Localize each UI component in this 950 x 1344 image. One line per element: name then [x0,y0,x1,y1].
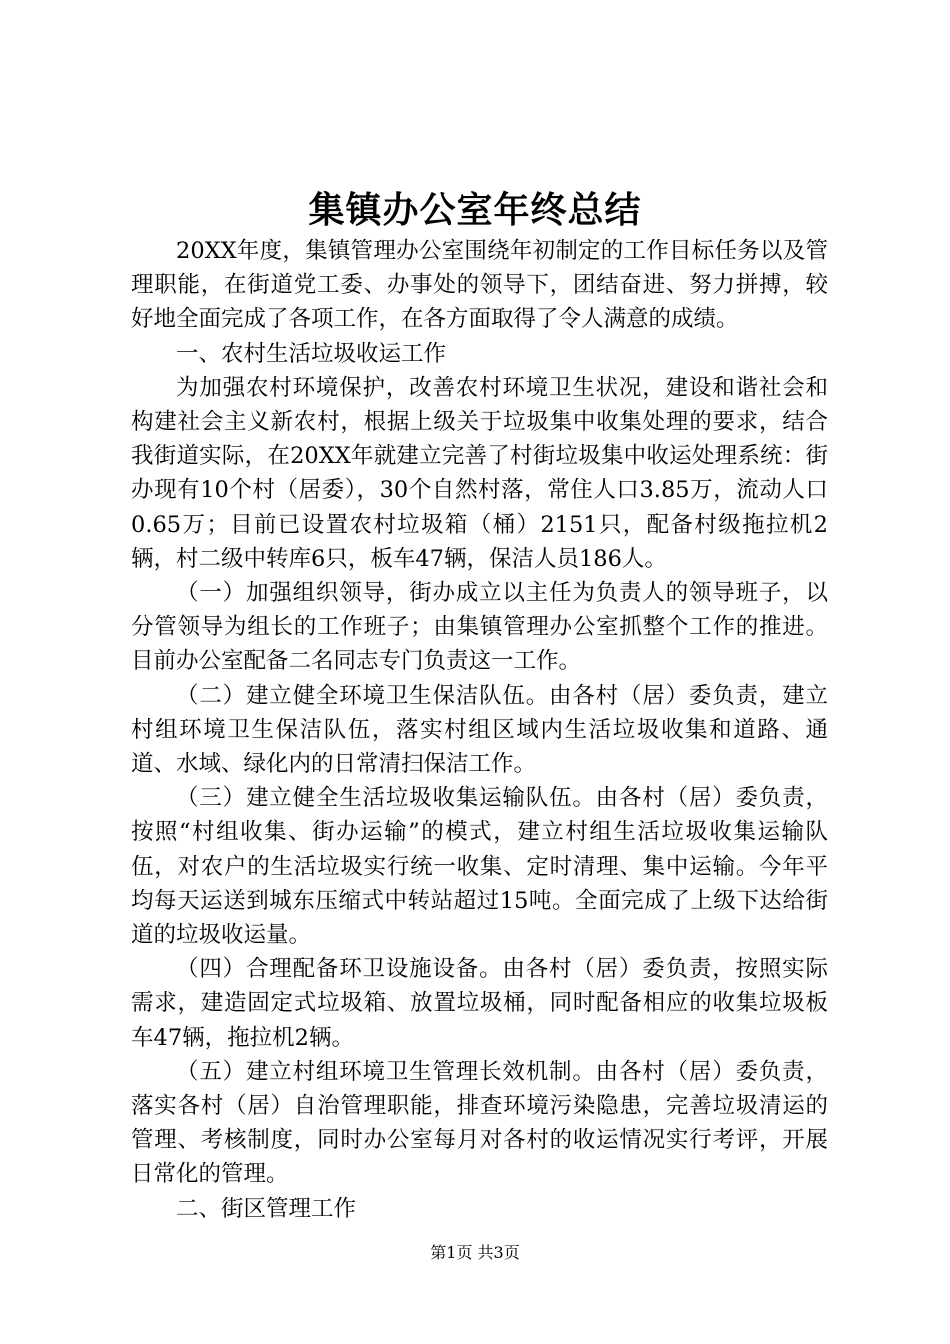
paragraph-item-4: （四）合理配备环卫设施设备。由各村（居）委负责，按照实际需求，建造固定式垃圾箱、放置垃圾桶，同时配备相应的收集垃圾板车47辆，拖拉机2辆。 [131,956,828,1051]
paragraph-rural-waste: 为加强农村环境保护，改善农村环境卫生状况，建设和谐社会和构建社会主义新农村，根据上级关于垃圾集中收集处理的要求，结合我街道实际，在20XX年就建立完善了村街垃圾集中收运处理系统：街办现有10个村（居委），30个自然村落，常住人口3.85万，流动人口0.65万；目前已设置农村垃圾箱（桶）2151只，配备村级拖拉机2辆，村二级中转库6只，板车47辆，保洁人员186人。 [131,374,828,572]
section-heading-1: 一、农村生活垃圾收运工作 [176,340,447,367]
page-number-footer: 第1页 共3页 [430,1243,520,1262]
paragraph-item-5: （五）建立村组环境卫生管理长效机制。由各村（居）委负责，落实各村（居）自治管理职能，排查环境污染隐患，完善垃圾清运的管理、考核制度，同时办公室每月对各村的收运情况实行考评，开展日常化的管理。 [131,1058,828,1188]
paragraph-item-3: （三）建立健全生活垃圾收集运输队伍。由各村（居）委负责，按照“村组收集、街办运输”的模式，建立村组生活垃圾收集运输队伍，对农户的生活垃圾实行统一收集、定时清理、集中运输。今年平均每天运送到城东压缩式中转站超过15吨。全面完成了上级下达给街道的垃圾收运量。 [131,785,828,949]
section-heading-2: 二、街区管理工作 [176,1195,357,1222]
paragraph-intro: 20XX年度，集镇管理办公室围绕年初制定的工作目标任务以及管理职能，在街道党工委、办事处的领导下，团结奋进、努力拼搏，较好地全面完成了各项工作，在各方面取得了令人满意的成绩。 [131,238,828,333]
document-title: 集镇办公室年终总结 [308,189,642,231]
document-body [131,234,828,1226]
paragraph-item-2: （二）建立健全环境卫生保洁队伍。由各村（居）委负责，建立村组环境卫生保洁队伍，落实村组区域内生活垃圾收集和道路、通道、水域、绿化内的日常清扫保洁工作。 [131,682,828,778]
paragraph-item-1: （一）加强组织领导，街办成立以主任为负责人的领导班子，以分管领导为组长的工作班子；由集镇管理办公室抓整个工作的推进。目前办公室配备二名同志专门负责这一工作。 [131,580,828,675]
